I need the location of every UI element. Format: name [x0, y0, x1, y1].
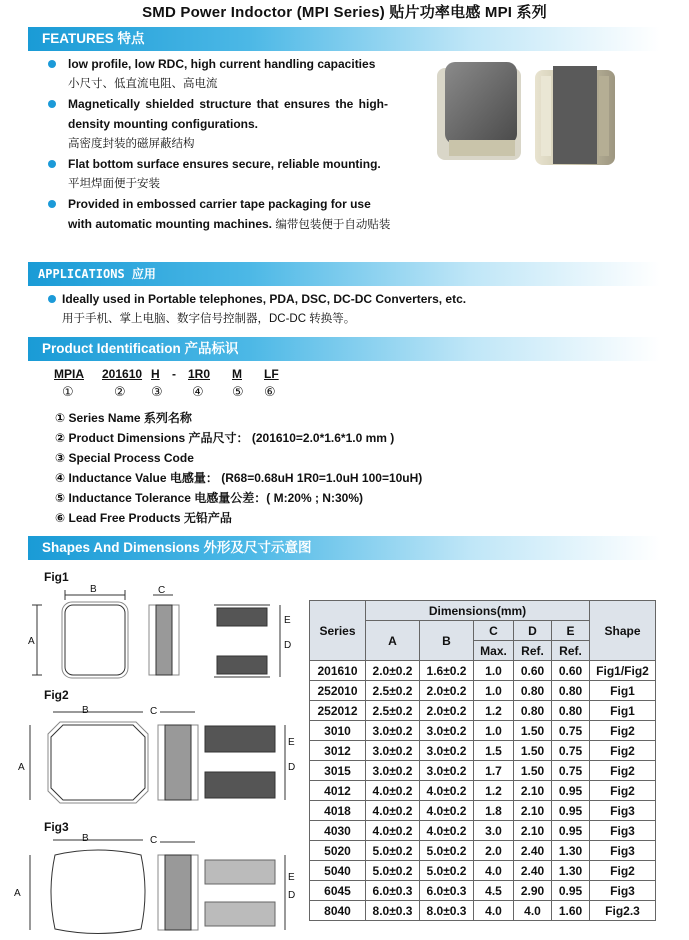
feature-text-cn: 小尺寸、低直流电阻、高电流 [68, 78, 218, 90]
table-cell: 4.5 [474, 881, 514, 901]
table-cell: 4012 [310, 781, 366, 801]
table-cell: 2.0±0.2 [420, 701, 474, 721]
marker-1: ① [62, 384, 74, 399]
table-cell: 3.0±0.2 [366, 741, 420, 761]
table-cell: 0.95 [552, 821, 590, 841]
bullet-icon [48, 200, 56, 208]
table-cell: Fig3 [590, 841, 656, 861]
table-cell: 0.80 [552, 701, 590, 721]
table-row [310, 781, 656, 801]
table-cell: 0.80 [552, 681, 590, 701]
application-text: Ideally used in Portable telephones, PDA, DSC, DC-DC Converters, etc. [62, 292, 467, 306]
application-item [62, 289, 622, 329]
feature-text: low profile, low RDC, high current handling capacities [68, 57, 376, 71]
table-cell: 0.75 [552, 741, 590, 761]
table-cell: 4.0±0.2 [366, 801, 420, 821]
table-cell: 1.0 [474, 681, 514, 701]
dimensions-table [309, 600, 656, 921]
table-cell: 2.40 [514, 841, 552, 861]
table-cell: 4.0±0.2 [420, 821, 474, 841]
col-e-sub: Ref. [552, 641, 590, 661]
table-row [310, 801, 656, 821]
marker-6: ⑥ [264, 384, 276, 399]
table-cell: 8040 [310, 901, 366, 921]
table-cell: 8.0±0.3 [366, 901, 420, 921]
dim-d-label: D [284, 640, 292, 651]
dim-c-label: C [150, 706, 158, 717]
dim-b-label: B [82, 705, 89, 716]
table-cell: 2.0 [474, 841, 514, 861]
feature-text-cn: 平坦焊面便于安装 [68, 178, 160, 190]
table-cell: 3.0 [474, 821, 514, 841]
feature-text: Magnetically shielded structure that ensures the high-density mounting configurations. [68, 97, 388, 131]
feature-text: Provided in embossed carrier tape packaging for use with automatic mounting machines. [68, 197, 371, 231]
bullet-icon [48, 160, 56, 168]
table-row [310, 761, 656, 781]
dim-a-label: A [14, 888, 21, 899]
col-c-header: C [474, 621, 514, 641]
table-cell: 0.60 [552, 661, 590, 681]
table-cell: 0.95 [552, 781, 590, 801]
col-d-sub: Ref. [514, 641, 552, 661]
table-cell: Fig2.3 [590, 901, 656, 921]
marker-4: ④ [192, 384, 204, 399]
table-cell: 5020 [310, 841, 366, 861]
legend-line: ⑥ Lead Free Products 无铅产品 [55, 511, 232, 525]
shapes-heading: Shapes And Dimensions 外形及尺寸示意图 [28, 536, 660, 560]
table-cell: 2.10 [514, 781, 552, 801]
table-row [310, 681, 656, 701]
marker-5: ⑤ [232, 384, 244, 399]
table-cell: 4.0±0.2 [420, 801, 474, 821]
table-cell: 1.7 [474, 761, 514, 781]
dim-c-label: C [150, 835, 158, 846]
table-cell: Fig2 [590, 761, 656, 781]
table-cell: 2.10 [514, 801, 552, 821]
page-title: SMD Power Indoctor (MPI Series) 贴片功率电感 MPI 系列 [142, 4, 547, 21]
table-cell: 1.30 [552, 861, 590, 881]
table-row [310, 861, 656, 881]
table-cell: 252010 [310, 681, 366, 701]
table-cell: 4.0±0.2 [366, 821, 420, 841]
fig1-label: Fig1 [44, 570, 69, 584]
features-heading: FEATURES 特点 [28, 27, 660, 51]
bullet-icon [48, 100, 56, 108]
dim-d-label: D [288, 890, 296, 901]
table-cell: 1.60 [552, 901, 590, 921]
table-cell: Fig3 [590, 801, 656, 821]
table-row [310, 841, 656, 861]
feature-text-cn: 编带包装便于自动贴装 [275, 219, 391, 231]
table-cell: 4.0±0.2 [366, 781, 420, 801]
table-cell: 1.0 [474, 661, 514, 681]
legend-line: ④ Inductance Value 电感量： (R68=0.68uH 1R0=1.0uH 100=10uH) [55, 471, 423, 485]
table-cell: 1.6±0.2 [420, 661, 474, 681]
table-cell: 3.0±0.2 [420, 721, 474, 741]
feature-item-3 [68, 154, 398, 194]
col-d-header: D [514, 621, 552, 641]
dim-b-label: B [90, 584, 97, 595]
table-cell: 2.5±0.2 [366, 701, 420, 721]
product-id-heading: Product Identification 产品标识 [28, 337, 660, 361]
legend-line: ⑤ Inductance Tolerance 电感量公差：( M:20% ; N:30%) [55, 491, 363, 505]
table-cell: 0.60 [514, 661, 552, 681]
code-leadfree: LF [264, 367, 279, 381]
table-cell: Fig2 [590, 781, 656, 801]
table-cell: 0.95 [552, 801, 590, 821]
table-cell: Fig2 [590, 861, 656, 881]
code-dash: - [172, 367, 176, 381]
col-e-header: E [552, 621, 590, 641]
table-row [310, 701, 656, 721]
col-b-header: B [420, 621, 474, 661]
table-cell: 2.40 [514, 861, 552, 881]
table-cell: 0.75 [552, 761, 590, 781]
fig2-label: Fig2 [44, 688, 69, 702]
dim-e-label: E [284, 615, 291, 626]
table-cell: Fig1 [590, 701, 656, 721]
code-legend [55, 408, 422, 528]
table-cell: 2.0±0.2 [420, 681, 474, 701]
col-a-header: A [366, 621, 420, 661]
table-cell: 4.0 [514, 901, 552, 921]
code-inductance: 1R0 [188, 367, 211, 381]
fig3-drawing [25, 830, 295, 935]
dim-a-label: A [28, 636, 35, 647]
table-cell: Fig2 [590, 721, 656, 741]
table-row [310, 821, 656, 841]
table-cell: 2.0±0.2 [366, 661, 420, 681]
table-cell: 3.0±0.2 [420, 761, 474, 781]
table-cell: 6.0±0.3 [366, 881, 420, 901]
table-cell: 1.50 [514, 721, 552, 741]
col-series-header: Series [310, 601, 366, 661]
applications-heading: APPLICATIONS 应用 [28, 262, 660, 286]
table-cell: 1.8 [474, 801, 514, 821]
feature-item-2 [68, 94, 388, 154]
col-c-sub: Max. [474, 641, 514, 661]
table-cell: 2.10 [514, 821, 552, 841]
table-cell: 201610 [310, 661, 366, 681]
table-cell: 1.50 [514, 761, 552, 781]
table-cell: 4030 [310, 821, 366, 841]
marker-3: ③ [151, 384, 163, 399]
table-row [310, 881, 656, 901]
dim-d-label: D [288, 762, 296, 773]
feature-item-4 [68, 194, 398, 235]
table-cell: 6.0±0.3 [420, 881, 474, 901]
table-cell: 5.0±0.2 [366, 861, 420, 881]
table-cell: 0.75 [552, 721, 590, 741]
dim-a-label: A [18, 762, 25, 773]
feature-item-1 [68, 54, 398, 94]
table-cell: Fig3 [590, 881, 656, 901]
dimensions-group-header: Dimensions(mm) [366, 601, 590, 621]
table-cell: 8.0±0.3 [420, 901, 474, 921]
table-cell: 5.0±0.2 [420, 861, 474, 881]
table-cell: 5.0±0.2 [366, 841, 420, 861]
code-process: H [151, 367, 160, 381]
table-cell: 4.0±0.2 [420, 781, 474, 801]
fig3-label: Fig3 [44, 820, 69, 834]
table-row [310, 901, 656, 921]
application-text-cn: 用于手机、掌上电脑、数字信号控制器，DC-DC 转换等。 [62, 313, 356, 325]
table-cell: Fig1 [590, 681, 656, 701]
table-row [310, 661, 656, 681]
bullet-icon [48, 295, 56, 303]
table-cell: 5.0±0.2 [420, 841, 474, 861]
table-cell: 3010 [310, 721, 366, 741]
table-cell: 6045 [310, 881, 366, 901]
table-cell: 3.0±0.2 [366, 721, 420, 741]
dim-b-label: B [82, 833, 89, 844]
table-cell: 1.2 [474, 701, 514, 721]
product-photo [435, 60, 635, 175]
dim-c-label: C [158, 585, 166, 596]
dim-e-label: E [288, 872, 295, 883]
code-dimension: 201610 [102, 367, 143, 381]
table-cell: Fig1/Fig2 [590, 661, 656, 681]
table-cell: 3.0±0.2 [420, 741, 474, 761]
table-cell: 1.50 [514, 741, 552, 761]
table-cell: Fig2 [590, 741, 656, 761]
feature-text-cn: 高密度封装的磁屏蔽结构 [68, 138, 195, 150]
code-series: MPIA [54, 367, 84, 381]
table-cell: Fig3 [590, 821, 656, 841]
table-cell: 0.80 [514, 681, 552, 701]
table-cell: 1.2 [474, 781, 514, 801]
marker-2: ② [114, 384, 126, 399]
part-number-breakdown [0, 367, 689, 407]
table-cell: 1.0 [474, 721, 514, 741]
table-cell: 252012 [310, 701, 366, 721]
table-cell: 1.5 [474, 741, 514, 761]
dimensions-table-body [310, 661, 656, 921]
fig2-drawing [25, 700, 295, 815]
table-cell: 1.30 [552, 841, 590, 861]
table-cell: 3015 [310, 761, 366, 781]
table-row [310, 741, 656, 761]
table-cell: 5040 [310, 861, 366, 881]
table-cell: 3012 [310, 741, 366, 761]
table-cell: 4018 [310, 801, 366, 821]
table-cell: 3.0±0.2 [366, 761, 420, 781]
dim-e-label: E [288, 737, 295, 748]
table-cell: 0.95 [552, 881, 590, 901]
table-cell: 2.5±0.2 [366, 681, 420, 701]
bullet-icon [48, 60, 56, 68]
feature-text: Flat bottom surface ensures secure, reliable mounting. [68, 157, 381, 171]
legend-line: ① Series Name 系列名称 [55, 411, 192, 425]
table-row [310, 721, 656, 741]
table-cell: 0.80 [514, 701, 552, 721]
legend-line: ③ Special Process Code [55, 451, 194, 465]
table-cell: 4.0 [474, 901, 514, 921]
code-tolerance: M [232, 367, 242, 381]
col-shape-header: Shape [590, 601, 656, 661]
table-cell: 2.90 [514, 881, 552, 901]
table-cell: 4.0 [474, 861, 514, 881]
legend-line: ② Product Dimensions 产品尺寸： (201610=2.0*1.6*1.0 mm ) [55, 431, 395, 445]
